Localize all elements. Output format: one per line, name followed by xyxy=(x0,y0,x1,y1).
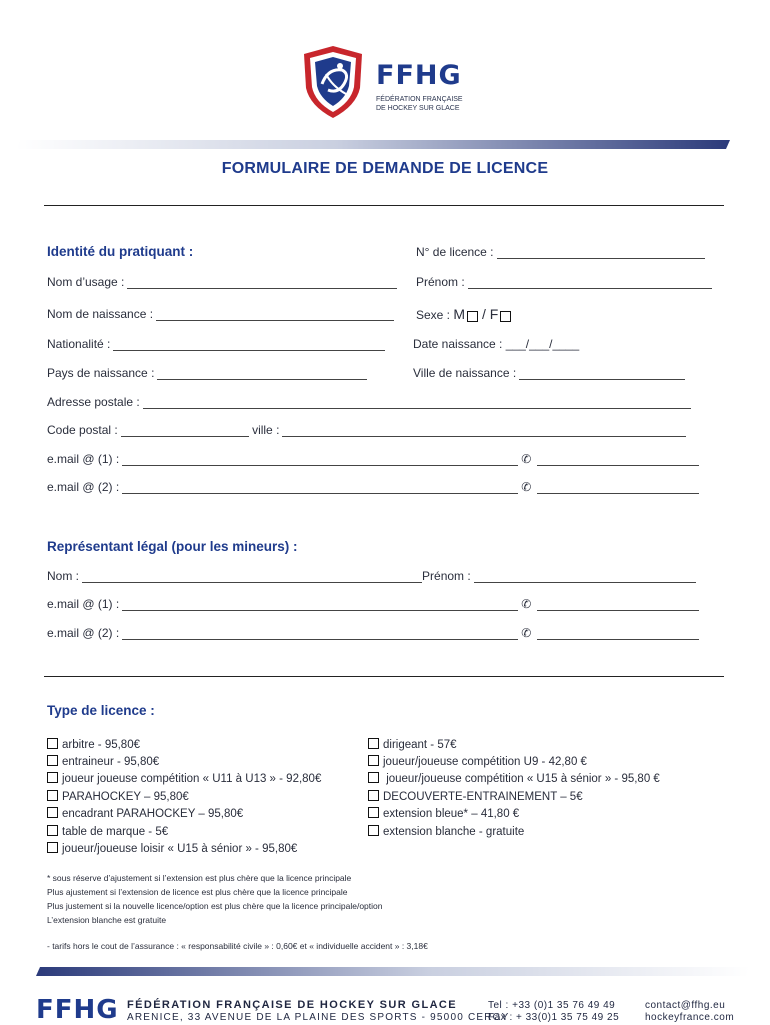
header-band xyxy=(0,139,770,151)
footnote: L’extension blanche est gratuite xyxy=(47,915,167,925)
licence-type-heading: Type de licence : xyxy=(47,703,155,718)
phone-icon: ✆ xyxy=(521,452,532,466)
sex-f-checkbox[interactable] xyxy=(500,311,511,322)
birth-country-field[interactable]: Pays de naissance : xyxy=(47,366,367,380)
licence-option[interactable]: joueur/joueuse loisir « U15 à sénior » - 95,80€ xyxy=(47,842,297,855)
birth-city-field[interactable]: Ville de naissance : xyxy=(413,366,685,380)
phone-icon: ✆ xyxy=(521,480,532,494)
footnote: * sous réserve d’ajustement si l’extension est plus chère que la licence principale xyxy=(47,873,352,883)
licence-option[interactable]: entraineur - 95,80€ xyxy=(47,755,159,768)
identity-heading: Identité du pratiquant : xyxy=(47,244,194,259)
phone-icon: ✆ xyxy=(521,597,532,611)
option-checkbox[interactable] xyxy=(47,772,58,783)
footnotes xyxy=(47,871,382,927)
email-2-field[interactable]: e.mail @ (2) : ✆ xyxy=(47,480,699,494)
footer-band xyxy=(0,966,770,978)
usage-name-field[interactable]: Nom d’usage : xyxy=(47,275,397,289)
sex-field: Sexe : M / F xyxy=(416,306,515,322)
footer-tel: Tel : +33 (0)1 35 76 49 49 xyxy=(488,1000,616,1011)
legal-heading: Représentant légal (pour les mineurs) : xyxy=(47,539,298,554)
option-checkbox[interactable] xyxy=(47,755,58,766)
form-title: FORMULAIRE DE DEMANDE DE LICENCE xyxy=(221,160,549,177)
option-checkbox[interactable] xyxy=(47,738,58,749)
option-checkbox[interactable] xyxy=(47,790,58,801)
nationality-field[interactable]: Nationalité : xyxy=(47,337,385,351)
legal-email-1-field[interactable]: e.mail @ (1) : ✆ xyxy=(47,597,699,611)
divider xyxy=(44,676,724,677)
footer-federation-name: FÉDÉRATION FRANÇAISE DE HOCKEY SUR GLACE xyxy=(127,999,458,1011)
licence-option[interactable]: arbitre - 95,80€ xyxy=(47,738,140,751)
option-checkbox[interactable] xyxy=(368,807,379,818)
legal-email-2-field[interactable]: e.mail @ (2) : ✆ xyxy=(47,626,699,640)
birth-date-field[interactable]: Date naissance : ___/___/____ xyxy=(413,337,580,351)
licence-option[interactable]: PARAHOCKEY – 95,80€ xyxy=(47,790,189,803)
option-checkbox[interactable] xyxy=(368,738,379,749)
legal-name-field[interactable]: Nom : Prénom : xyxy=(47,569,696,583)
ffhg-shield-logo xyxy=(298,44,368,120)
licence-option[interactable]: extension blanche - gratuite xyxy=(368,825,524,838)
option-checkbox[interactable] xyxy=(47,807,58,818)
licence-option[interactable]: extension bleue* – 41,80 € xyxy=(368,807,519,820)
divider xyxy=(44,205,724,206)
licence-option[interactable]: joueur joueuse compétition « U11 à U13 » - 92,80€ xyxy=(47,772,321,785)
first-name-field[interactable]: Prénom : xyxy=(416,275,712,289)
footnote: Plus justement si la nouvelle licence/option est plus chère que la licence principale/option xyxy=(47,901,383,911)
phone-icon: ✆ xyxy=(521,626,532,640)
brand-wordmark: FFHG xyxy=(376,60,462,91)
footer-address: ARENICE, 33 AVENUE DE LA PLAINE DES SPORTS - 95000 CERGY xyxy=(127,1012,510,1023)
licence-option[interactable]: DECOUVERTE-ENTRAINEMENT – 5€ xyxy=(368,790,583,803)
email-1-field[interactable]: e.mail @ (1) : ✆ xyxy=(47,452,699,466)
option-checkbox[interactable] xyxy=(368,772,379,783)
footer-fax: Fax : + 33(0)1 35 75 49 25 xyxy=(488,1012,620,1023)
licence-option[interactable]: table de marque - 5€ xyxy=(47,825,168,838)
brand-subtitle: FÉDÉRATION FRANÇAISE DE HOCKEY SUR GLACE xyxy=(376,96,463,112)
postal-code-field[interactable]: Code postal : ville : xyxy=(47,423,686,437)
option-checkbox[interactable] xyxy=(47,825,58,836)
footnote: Plus ajustement si l’extension de licence est plus chère que la licence principale xyxy=(47,887,348,897)
sex-m-checkbox[interactable] xyxy=(467,311,478,322)
option-checkbox[interactable] xyxy=(368,825,379,836)
birth-name-field[interactable]: Nom de naissance : xyxy=(47,307,394,321)
footer-brand: FFHG xyxy=(36,995,119,1025)
option-checkbox[interactable] xyxy=(368,755,379,766)
licence-option[interactable]: dirigeant - 57€ xyxy=(368,738,457,751)
footer-email[interactable]: contact@ffhg.eu xyxy=(645,1000,726,1011)
licence-number-field[interactable]: N° de licence : xyxy=(416,245,705,259)
licence-option[interactable]: joueur/joueuse compétition U9 - 42,80 € xyxy=(368,755,587,768)
licence-option[interactable]: encadrant PARAHOCKEY – 95,80€ xyxy=(47,807,243,820)
footer-website[interactable]: hockeyfrance.com xyxy=(645,1012,735,1023)
licence-option[interactable]: joueur/joueuse compétition « U15 à sénior » - 95,80 € xyxy=(368,772,660,785)
address-field[interactable]: Adresse postale : xyxy=(47,395,691,409)
option-checkbox[interactable] xyxy=(368,790,379,801)
option-checkbox[interactable] xyxy=(47,842,58,853)
tarif-note: - tarifs hors le cout de l’assurance : « responsabilité civile » : 0,60€ et « individuelle accident » : 3,18€ xyxy=(47,941,428,951)
